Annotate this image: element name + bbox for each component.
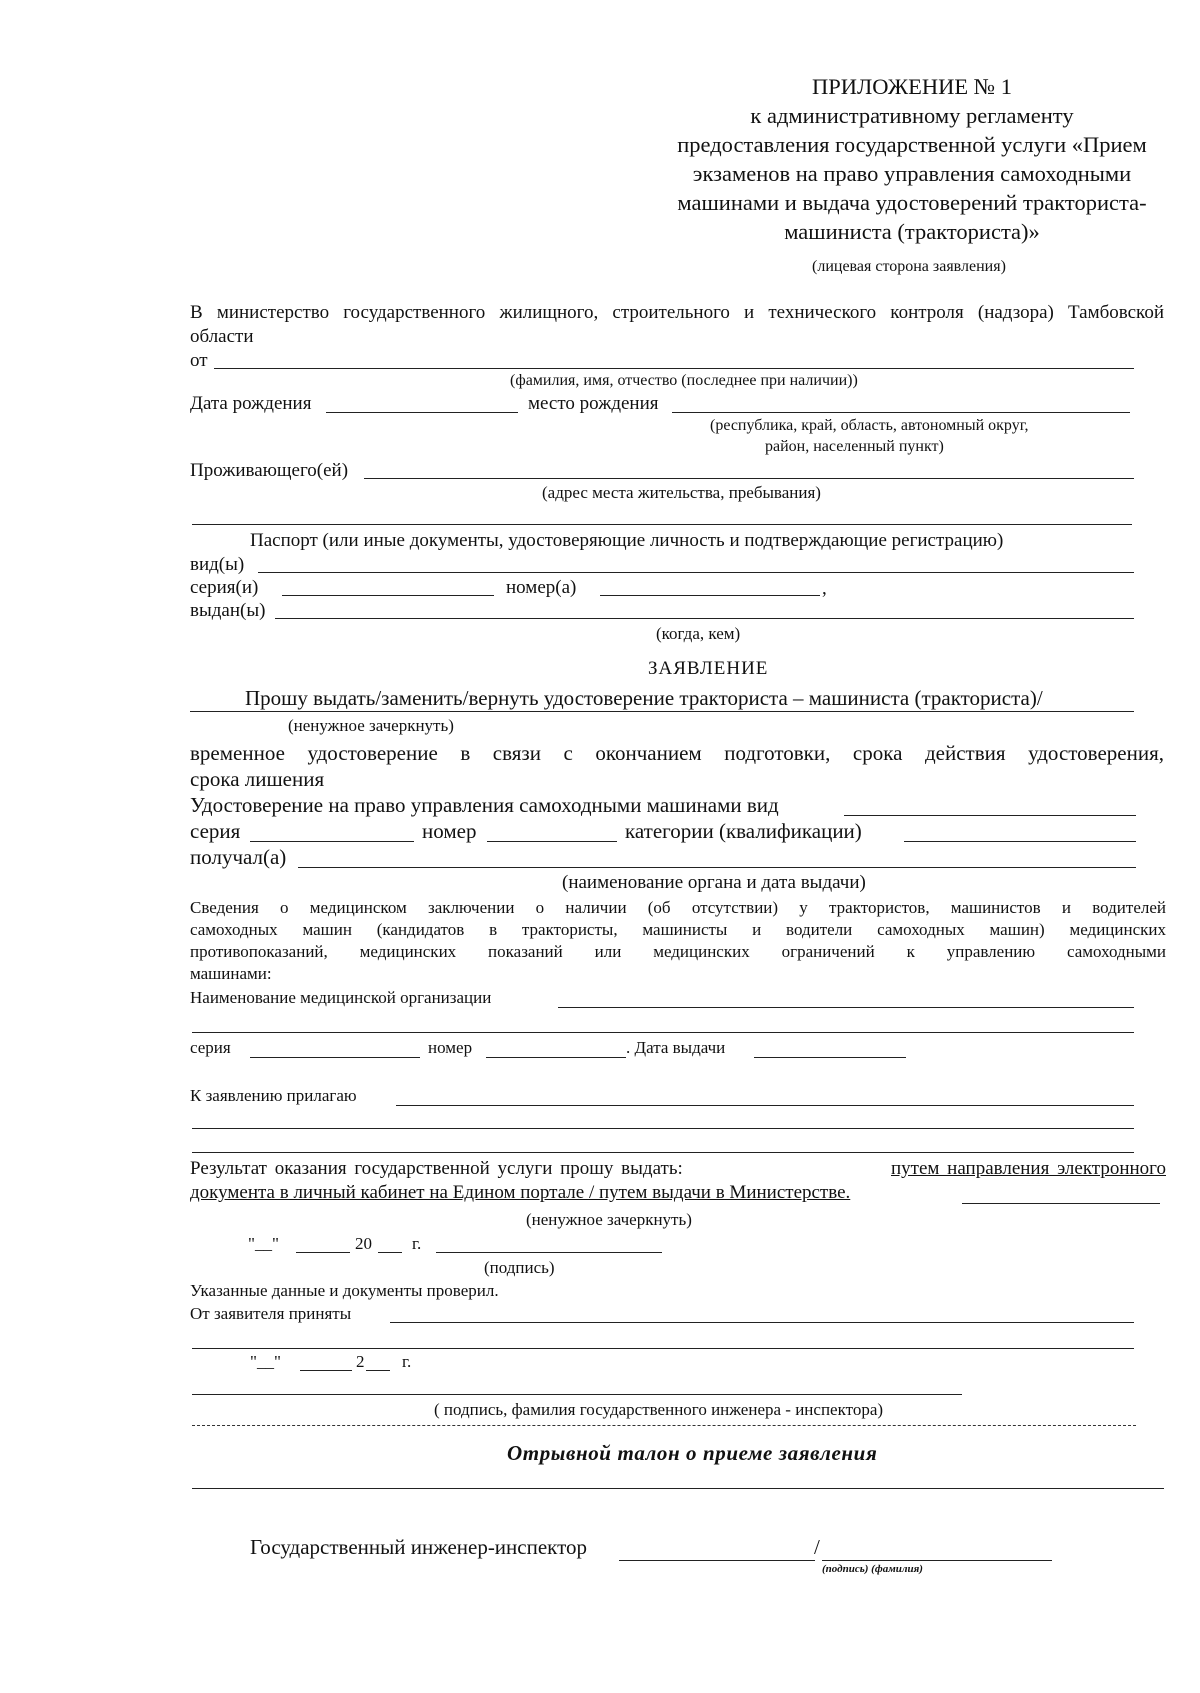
- passport-number-field[interactable]: [600, 595, 820, 596]
- medical-org-label: Наименование медицинской организации: [190, 988, 492, 1007]
- passport-intro: Паспорт (или иные документы, удостоверяющие личность и подтверждающие регистрацию): [250, 530, 1004, 551]
- received-field[interactable]: [298, 867, 1136, 868]
- statement-line: временное удостоверение в связи с окончанием подготовки, срока действия удостоверения,: [190, 741, 1164, 765]
- statement-title: ЗАЯВЛЕНИЕ: [648, 658, 769, 679]
- medical-date-field[interactable]: [754, 1057, 906, 1058]
- stub-title: Отрывной талон о приеме заявления: [507, 1441, 878, 1465]
- passport-type-field[interactable]: [258, 572, 1134, 573]
- from-hint: (фамилия, имя, отчество (последнее при наличии)): [510, 372, 858, 389]
- attachments-field-continued[interactable]: [192, 1128, 1134, 1129]
- category-field[interactable]: [904, 841, 1136, 842]
- medical-date-label: . Дата выдачи: [626, 1038, 726, 1057]
- residing-hint: (адрес места жительства, пребывания): [542, 483, 821, 502]
- date-year-field[interactable]: [366, 1370, 390, 1371]
- pob-field[interactable]: [672, 412, 1130, 413]
- appendix-number: ПРИЛОЖЕНИЕ № 1: [811, 74, 1013, 99]
- header-line: машиниста (тракториста)»: [784, 219, 1040, 244]
- license-type-field[interactable]: [844, 815, 1136, 816]
- attachments-field-continued[interactable]: [192, 1152, 1134, 1153]
- request-underline: [190, 711, 1134, 712]
- result-option: документа в личный кабинет на Едином портале / путем выдачи в Министерстве.: [190, 1182, 851, 1203]
- attachments-field[interactable]: [396, 1105, 1134, 1106]
- stub-line: [192, 1488, 1164, 1489]
- statement-line: срока лишения: [190, 767, 325, 791]
- date-year-prefix: 20: [355, 1234, 372, 1253]
- pob-hint: (республика, край, область, автономный округ,: [710, 417, 1029, 434]
- date-g: г.: [412, 1234, 422, 1253]
- stub-surname-field[interactable]: [822, 1560, 1052, 1561]
- residing-label: Проживающего(ей): [190, 460, 349, 481]
- accepted-field-continued[interactable]: [192, 1348, 1134, 1349]
- date-year-prefix: 2: [356, 1352, 365, 1371]
- license-series-field[interactable]: [250, 841, 414, 842]
- signature-field[interactable]: [436, 1252, 662, 1253]
- passport-issued-label: выдан(ы): [190, 600, 266, 621]
- result-underline-tail: [962, 1203, 1160, 1204]
- verification-text: Указанные данные и документы проверил.: [190, 1281, 499, 1300]
- date-quote: "__": [248, 1234, 279, 1253]
- received-label: получал(а): [190, 845, 287, 869]
- passport-issued-field[interactable]: [275, 618, 1134, 619]
- strike-hint: (ненужное зачеркнуть): [526, 1210, 692, 1229]
- medical-number-field[interactable]: [486, 1057, 626, 1058]
- from-label: от: [190, 350, 208, 371]
- header-line: предоставления государственной услуги «Прием: [677, 132, 1147, 157]
- attachments-label: К заявлению прилагаю: [190, 1086, 357, 1105]
- recipient-line: области: [190, 326, 254, 347]
- dob-field[interactable]: [326, 412, 518, 413]
- header-line: экзаменов на право управления самоходными: [692, 161, 1132, 186]
- inspector-signature-field[interactable]: [192, 1394, 962, 1395]
- date-quote: "__": [250, 1352, 281, 1371]
- from-field[interactable]: [214, 368, 1134, 369]
- medical-org-field[interactable]: [558, 1007, 1134, 1008]
- dob-label: Дата рождения: [190, 393, 312, 414]
- medical-series-label: серия: [190, 1038, 231, 1057]
- statement-request: Прошу выдать/заменить/вернуть удостоверение тракториста – машиниста (тракториста)/: [245, 686, 1043, 710]
- passport-number-label: номер(а): [506, 577, 577, 598]
- side-note: (лицевая сторона заявления): [812, 258, 1006, 275]
- license-number-field[interactable]: [487, 841, 617, 842]
- date-month-field[interactable]: [300, 1370, 352, 1371]
- pob-hint: район, населенный пункт): [765, 438, 944, 455]
- medical-series-field[interactable]: [250, 1057, 420, 1058]
- residing-field[interactable]: [364, 478, 1134, 479]
- stub-sign-hint: (подпись) (фамилия): [822, 1563, 923, 1575]
- inspector-hint: ( подпись, фамилия государственного инженера - инспектора): [434, 1400, 884, 1419]
- header-line: к административному регламенту: [750, 103, 1074, 128]
- passport-series-label: серия(и): [190, 577, 259, 598]
- header-line: машинами и выдача удостоверений тракториста-: [677, 190, 1147, 215]
- recipient-line: В министерство государственного жилищного, строительного и технического контроля (надзора) Тамбовской: [190, 302, 1164, 323]
- stub-signature-field[interactable]: [619, 1560, 815, 1561]
- received-hint: (наименование органа и дата выдачи): [562, 872, 866, 893]
- medical-text: противопоказаний, медицинских показаний или медицинских ограничений к управлению самоходными: [190, 942, 1166, 961]
- passport-type-label: вид(ы): [190, 554, 245, 575]
- accepted-label: От заявителя приняты: [190, 1304, 352, 1323]
- medical-text: самоходных машин (кандидатов в трактористы, машинисты и водители самоходных машин) медицинских: [190, 920, 1166, 939]
- accepted-field[interactable]: [390, 1322, 1134, 1323]
- passport-series-field[interactable]: [282, 595, 494, 596]
- license-series-label: серия: [190, 819, 241, 843]
- category-label: категории (квалификации): [625, 819, 862, 843]
- passport-issued-hint: (когда, кем): [656, 624, 741, 643]
- result-line: [190, 1182, 850, 1204]
- cut-line: [192, 1425, 1136, 1426]
- date-year-field[interactable]: [378, 1252, 402, 1253]
- slash: /: [814, 1535, 820, 1559]
- medical-org-field-continued[interactable]: [192, 1032, 1134, 1033]
- signature-hint: (подпись): [484, 1258, 555, 1277]
- residing-field-continued[interactable]: [192, 524, 1132, 525]
- date-g: г.: [402, 1352, 412, 1371]
- result-option: путем направления электронного: [891, 1158, 1166, 1179]
- result-line: [190, 1158, 1166, 1180]
- stub-inspector-label: Государственный инженер-инспектор: [250, 1535, 587, 1559]
- medical-number-label: номер: [428, 1038, 473, 1057]
- pob-label: место рождения: [528, 393, 659, 414]
- date-month-field[interactable]: [296, 1252, 350, 1253]
- medical-text: Сведения о медицинском заключении о наличии (об отсутствии) у трактористов, машинистов и водителей: [190, 898, 1166, 917]
- comma: ,: [822, 578, 827, 599]
- license-label: Удостоверение на право управления самоходными машинами вид: [190, 793, 779, 817]
- license-number-label: номер: [422, 819, 477, 843]
- medical-text: машинами:: [190, 964, 272, 983]
- result-prefix: Результат оказания государственной услуги прошу выдать:: [190, 1158, 683, 1179]
- strike-hint: (ненужное зачеркнуть): [288, 716, 454, 735]
